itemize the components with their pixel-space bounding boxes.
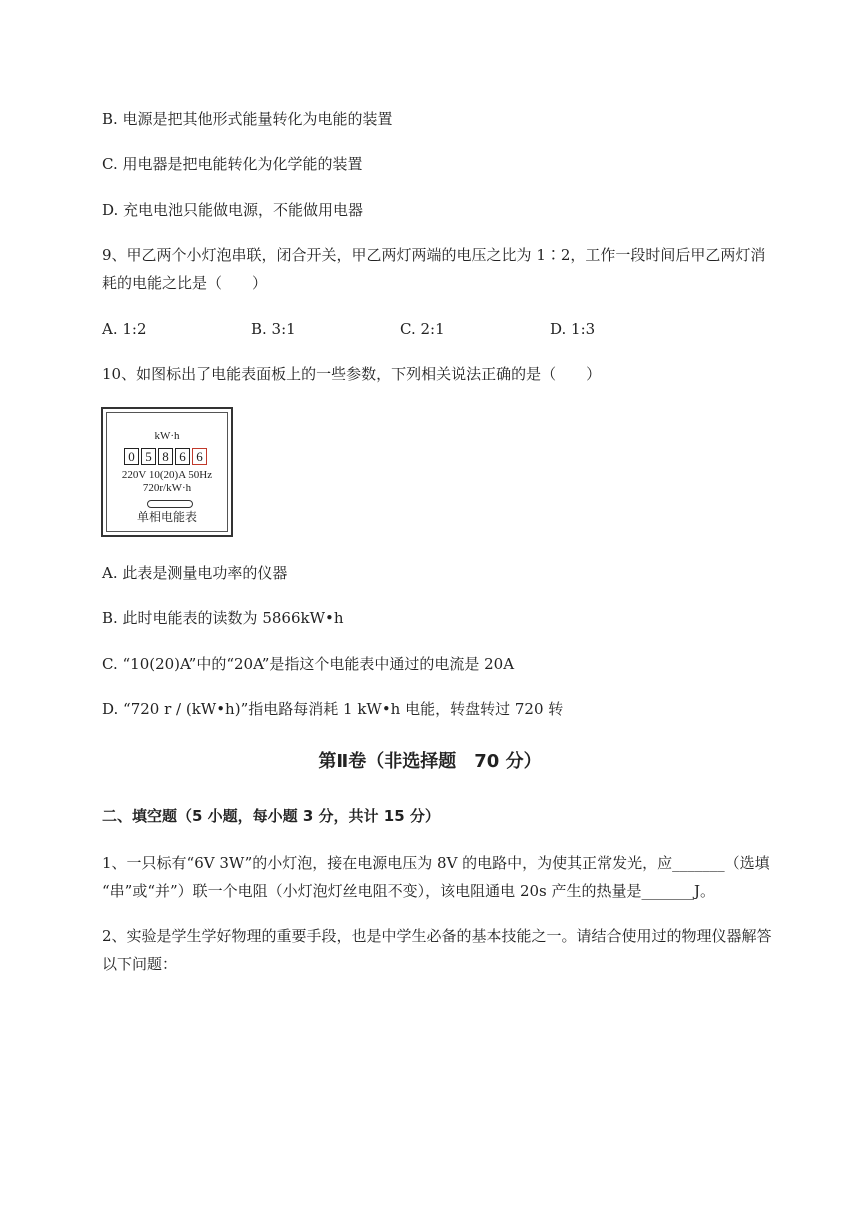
- fill1-line2: “串”或“并”）联一个电阻（小灯泡灯丝电阻不变），该电阻通电 20s 产生的热量是_______J。: [102, 882, 716, 900]
- q10-option-c: C. “10(20)A”中的“20A”是指这个电能表中通过的电流是 20A: [102, 655, 515, 673]
- meter-digit-window: [124, 448, 209, 465]
- q9-option-b: B. 3:1: [251, 320, 296, 338]
- meter-digit-decimal: 6: [192, 448, 207, 465]
- electric-meter-figure: [101, 407, 233, 537]
- meter-digit: 5: [141, 448, 156, 465]
- fill1-line1: 1、一只标有“6V 3W”的小灯泡，接在电源电压为 8V 的电路中，为使其正常发光，应_______（选填: [102, 854, 770, 872]
- fill2-line1: 2、实验是学生学好物理的重要手段，也是中学生必备的基本技能之一。请结合使用过的物理仪器解答: [102, 927, 772, 945]
- meter-name-label: 单相电能表: [136, 510, 197, 524]
- q10-stem: 10、如图标出了电能表面板上的一些参数，下列相关说法正确的是（ ）: [102, 365, 602, 383]
- q9-option-c: C. 2:1: [400, 320, 445, 338]
- meter-unit-label: kW·h: [154, 430, 180, 442]
- section-fill-in-title: 二、填空题（5 小题，每小题 3 分，共计 15 分）: [102, 807, 440, 825]
- q8-option-c: C. 用电器是把电能转化为化学能的装置: [102, 155, 363, 173]
- q10-option-b: B. 此时电能表的读数为 5866kW•h: [102, 609, 344, 627]
- q9-option-d: D. 1:3: [550, 320, 596, 338]
- q9-option-a: A. 1:2: [102, 320, 147, 338]
- meter-panel: [106, 412, 228, 532]
- meter-digit: 6: [175, 448, 190, 465]
- q8-option-d: D. 充电电池只能做电源，不能做用电器: [102, 201, 364, 219]
- meter-disc-window: [147, 500, 193, 508]
- q10-option-a: A. 此表是测量电功率的仪器: [102, 564, 288, 582]
- fill2-line2: 以下问题：: [102, 955, 178, 973]
- meter-digit: 0: [124, 448, 139, 465]
- q10-option-d: D. “720 r / (kW•h)”指电路每消耗 1 kW•h 电能，转盘转过 720 转: [102, 700, 564, 718]
- meter-spec-line2: 720r/kW·h: [142, 482, 192, 494]
- meter-spec-line1: 220V 10(20)A 50Hz: [121, 469, 213, 481]
- part-2-title: 第Ⅱ卷（非选择题 70 分）: [318, 751, 542, 772]
- q9-stem-line1: 9、甲乙两个小灯泡串联，闭合开关，甲乙两灯两端的电压之比为 1∶2，工作一段时间后甲乙两灯消: [102, 246, 766, 264]
- q8-option-b: B. 电源是把其他形式能量转化为电能的装置: [102, 110, 393, 128]
- q9-stem-line2: 耗的电能之比是（ ）: [102, 274, 268, 292]
- meter-digit: 8: [158, 448, 173, 465]
